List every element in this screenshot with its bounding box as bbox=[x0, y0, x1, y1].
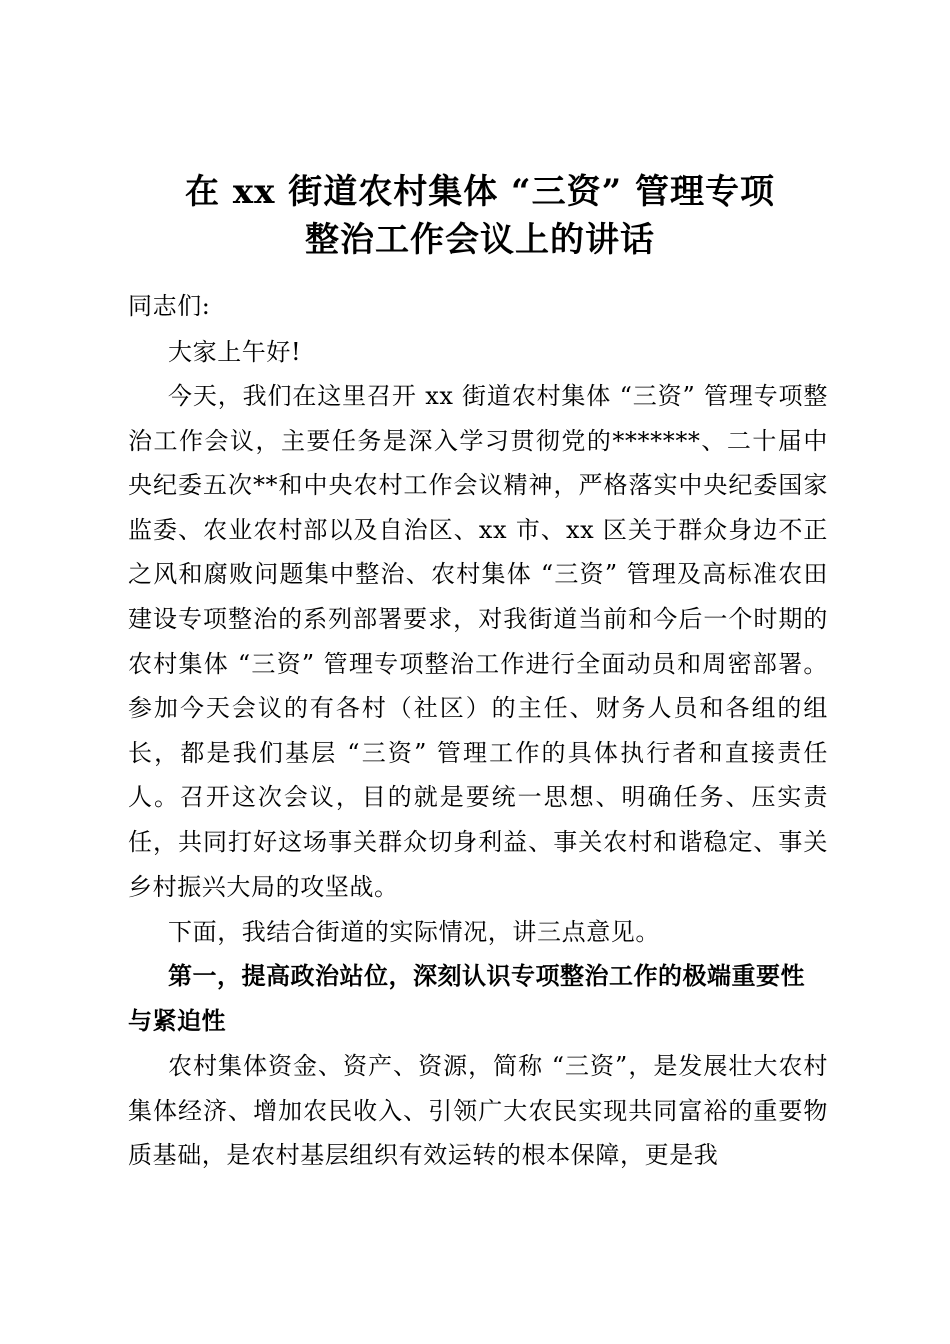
sanzi-paragraph: 农村集体资金、资产、资源，简称 “三资”，是发展壮大农村集体经济、增加农民收入、引领广大农民实现共同富裕的重要物质基础，是农村基层组织有效运转的根本保障，更是我 bbox=[128, 1052, 828, 1170]
greeting-paragraph: 大家上午好! bbox=[168, 338, 302, 366]
salutation: 同志们: bbox=[128, 292, 211, 320]
outline-paragraph: 下面，我结合街道的实际情况，讲三点意见。 bbox=[168, 918, 660, 946]
intro-paragraph: 今天，我们在这里召开 xx 街道农村集体 “三资” 管理专项整治工作会议，主要任务是深入学习贯彻党的*******、二十届中央纪委五次**和中央农村工作会议精神，严格落实中央纪委国家监委、农业农村部以及自治区、xx 市、xx 区关于群众身边不正之风和腐败问题集中整治、农村集体 “三资” 管理及高标准农田建设专项整治的系列部署要求，对我街道当前和今后一个时期的农村集体 “三资” 管理专项整治工作进行全面动员和周密部署。参加今天会议的有各村（社区）的主任、财务人员和各组的组长，都是我们基层 “三资” 管理工作的具体执行者和直接责任人。召开这次会议，目的就是要统一思想、明确任务、压实责任，共同打好这场事关群众切身利益、事关农村和谐稳定、事关乡村振兴大局的攻坚战。 bbox=[128, 382, 828, 901]
document-title-line-2: 整治工作会议上的讲话 bbox=[305, 220, 655, 260]
document-title-line-1: 在 xx 街道农村集体 “三资” 管理专项 bbox=[184, 172, 775, 212]
section-heading-first: 第一，提高政治站位，深刻认识专项整治工作的极端重要性与紧迫性 bbox=[128, 961, 805, 1035]
